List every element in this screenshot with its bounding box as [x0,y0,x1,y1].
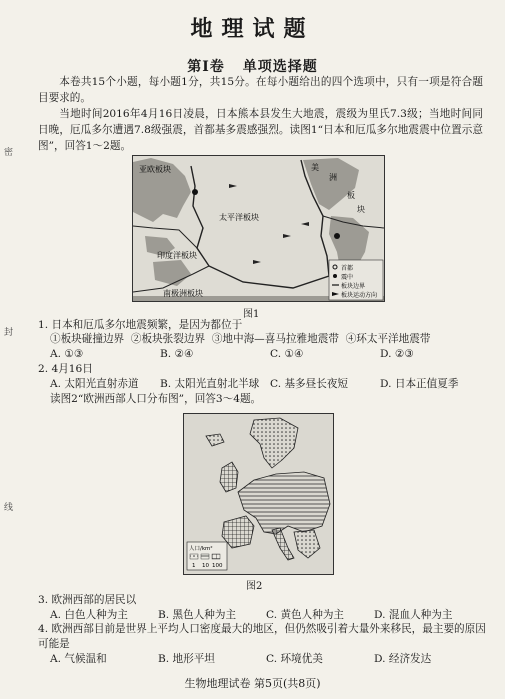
answer-option: C. 基多昼长夜短 [270,378,349,390]
legend-label: 板块运动方向 [341,292,378,299]
answer-option: C. 黄色人种为主 [266,609,345,621]
legend-swatch [190,554,198,559]
answer-option: A. 气候温和 [50,653,107,665]
legend-label: 首都 [341,265,354,272]
passage-1: 当地时间2016年4月16日凌晨，日本熊本县发生大地震，震级为里氏7.3级；当地时间同日晚，厄瓜多尔遭遇7.8级强震，首都基多震感强烈。读图1“日本和厄瓜多尔地震震中位置示意图”，回答1～2题。 [38,108,483,152]
answer-option: B. 太阳光直射北半球 [160,378,260,390]
answer-option: D. 日本正值夏季 [380,378,459,390]
legend-value: 100 [212,563,223,569]
figure-2-map [183,413,334,575]
margin-mark: 线 [4,503,14,513]
margin-mark: 封 [4,328,14,338]
legend-value: 1 [192,563,196,569]
question-3-stem: 3. 欧洲西部的居民以 [38,594,137,606]
question-2-options [50,377,490,392]
answer-option: C. 环境优美 [266,653,323,665]
plate-label: 太平洋板块 [219,213,259,222]
passage-2: 读图2“欧洲西部人口分布图”，回答3～4题。 [50,393,262,405]
question-1-options [50,347,490,362]
question-4-stem: 4. 欧洲西部目前是世界上平均人口密度最大的地区，但仍然吸引着大量外来移民，最主要的原因可能是 [38,623,486,650]
answer-option: D. ②③ [380,348,414,360]
figure-1-map [132,155,385,302]
plate-label: 块 [357,205,365,214]
plate-label: 南极洲板块 [163,289,203,298]
answer-option: A. 太阳光直射赤道 [50,378,139,390]
statement-item: ④环太平洋地震带 [345,333,431,345]
plate-label: 亚欧板块 [139,165,171,174]
figure-1-caption: 图1 [243,309,260,320]
plate-label: 印度洋板块 [157,251,197,260]
legend-title: 人口/km² [189,546,213,552]
answer-option: D. 经济发达 [374,653,432,665]
plate-label: 美 [311,163,319,172]
intro-text: 本卷共15个小题，每小题1分，共15分。在每小题给出的四个选项中，只有一项是符合题目要求的。 [38,76,483,104]
section-name: 单项选择题 [242,59,318,75]
population-map [184,414,333,574]
question-1-stem: 1. 日本和厄瓜多尔地震频繁，是因为都位于 [38,319,243,331]
answer-option: A. ①③ [50,348,84,360]
answer-option: B. 黑色人种为主 [158,609,237,621]
epicentre-ecuador [334,233,340,239]
legend-swatch [201,554,209,559]
question-4-options [50,652,490,667]
plate-label: 板 [347,191,355,200]
legend-label: 震中 [341,274,354,281]
answer-option: B. ②④ [160,348,194,360]
plate-label: 洲 [329,173,337,182]
answer-option: C. ①④ [270,348,304,360]
legend-value: 10 [202,563,209,569]
statement-item: ②板块张裂边界 [130,333,206,345]
question-3-options [50,608,490,623]
section-part: 第Ⅰ卷 [187,59,225,75]
question-2-stem: 2. 4月16日 [38,363,93,375]
epicentre-symbol [333,274,337,278]
question-1-items [50,332,490,347]
page-title: 地理试题 [190,16,315,42]
figure-2-caption: 图2 [246,581,263,592]
plate-map [133,156,384,301]
section-heading [0,56,505,76]
legend-swatch [212,554,220,559]
answer-option: D. 混血人种为主 [374,609,453,621]
margin-mark: 密 [4,148,14,158]
statement-item: ③地中海—喜马拉雅地震带 [211,333,339,345]
answer-option: B. 地形平坦 [158,653,215,665]
page-footer: 生物地理试卷 第5页(共8页) [184,677,321,690]
epicentre-japan [192,189,198,195]
statement-item: ①板块碰撞边界 [50,333,125,345]
legend-label: 板块边界 [341,283,366,290]
answer-option: A. 白色人种为主 [50,609,128,621]
